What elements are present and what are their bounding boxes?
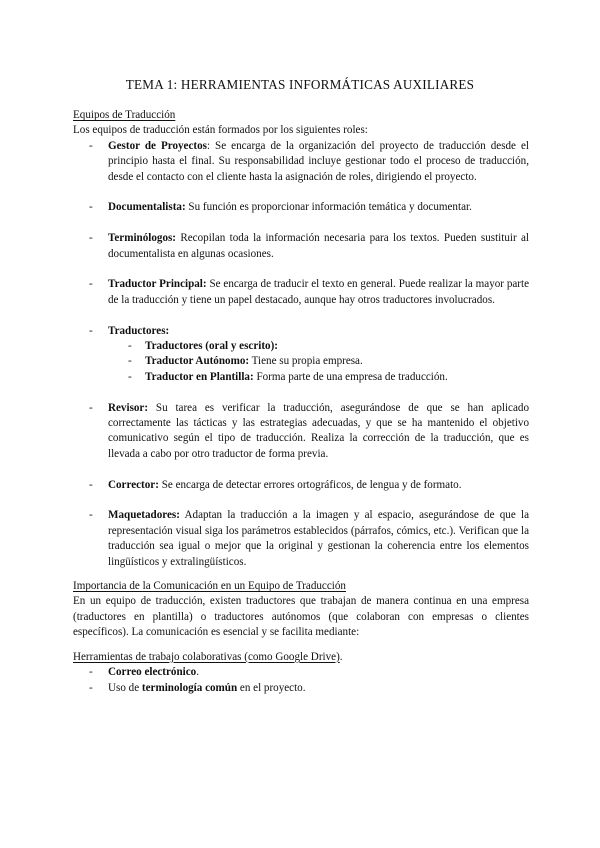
subrole-term: Traductores (oral y escrito): bbox=[145, 340, 278, 353]
tool-description: en el proyecto. bbox=[237, 681, 306, 694]
role-item-traductor-principal bbox=[73, 277, 529, 308]
tool-item-terminologia bbox=[73, 681, 529, 696]
role-item-traductores bbox=[73, 324, 529, 339]
heading-suffix: . bbox=[339, 650, 343, 663]
role-term: Terminólogos: bbox=[108, 232, 177, 245]
role-item-corrector bbox=[73, 478, 529, 493]
role-description: Su función es proporcionar información temática y documentar. bbox=[185, 201, 472, 214]
role-item-documentalista bbox=[73, 200, 529, 215]
subrole-item-autonomo bbox=[73, 354, 529, 369]
subrole-term: Traductor Autónomo: bbox=[145, 355, 250, 368]
subrole-item-plantilla bbox=[73, 370, 529, 385]
role-item-gestor bbox=[73, 139, 529, 185]
section-paragraph-comunicacion: En un equipo de traducción, existen traductores que trabajan de manera continua en una empresa (traductores en plantilla) o traductores autónomos (que colaboran con empresas o clientes específicos). La comunicación es esencial y se facilita mediante: bbox=[73, 595, 529, 639]
role-description: Recopilan toda la información necesaria para los textos. Pueden sustituir al documentalista en algunas ocasiones. bbox=[108, 232, 529, 260]
subrole-term: Traductor en Plantilla: bbox=[145, 370, 254, 383]
subrole-item-oral-escrito bbox=[73, 339, 529, 354]
section-heading-herramientas-row bbox=[73, 650, 529, 665]
bullet-dash: - bbox=[89, 201, 93, 214]
subrole-description: Forma parte de una empresa de traducción. bbox=[253, 370, 448, 383]
tool-prefix: Uso de bbox=[108, 681, 142, 694]
bullet-dash: - bbox=[89, 324, 93, 337]
role-item-maquetadores bbox=[73, 508, 529, 570]
role-term: Gestor de Proyectos bbox=[108, 139, 207, 152]
role-term: Revisor: bbox=[108, 401, 149, 414]
section-intro: Los equipos de traducción están formados por los siguientes roles: bbox=[73, 124, 368, 137]
role-description: Se encarga de detectar errores ortográficos, de lengua y de formato. bbox=[158, 478, 462, 491]
bullet-dash: - bbox=[89, 681, 93, 694]
bullet-dash: - bbox=[89, 666, 93, 679]
role-term: Corrector: bbox=[108, 478, 159, 491]
tool-term: Correo electrónico bbox=[108, 666, 197, 679]
bullet-dash: - bbox=[128, 340, 132, 353]
tool-item-correo bbox=[73, 665, 529, 680]
role-term: Traductor Principal: bbox=[108, 278, 207, 291]
subrole-description: Tiene su propia empresa. bbox=[249, 355, 363, 368]
bullet-dash: - bbox=[89, 401, 93, 414]
section-heading-equipos: Equipos de Traducción bbox=[73, 109, 176, 121]
bullet-dash: - bbox=[89, 139, 93, 152]
bullet-dash: - bbox=[128, 355, 132, 368]
role-description: Se encarga de traducir el texto en general. Puede realizar la mayor parte de la traducción y tiene un papel destacado, aunque hay otros traductores involucrados. bbox=[108, 278, 530, 306]
role-description: : Se encarga de la organización del proyecto de traducción desde el principio hasta el final. Su responsabilidad incluye gestionar todo el proceso de traducción, desde el contacto con el cliente hasta la asignación de roles, dirigiendo el proyecto. bbox=[108, 139, 529, 183]
document-title: TEMA 1: HERRAMIENTAS INFORMÁTICAS AUXILIARES bbox=[125, 77, 475, 92]
role-term: Documentalista: bbox=[108, 201, 186, 214]
bullet-dash: - bbox=[89, 232, 93, 245]
role-item-revisor bbox=[73, 401, 529, 463]
bullet-dash: - bbox=[128, 370, 132, 383]
tool-description: . bbox=[196, 666, 199, 679]
role-term: Maquetadores: bbox=[108, 509, 180, 522]
section-heading-herramientas: Herramientas de trabajo colaborativas (como Google Drive) bbox=[73, 650, 340, 663]
role-term: Traductores: bbox=[108, 324, 170, 337]
tool-term: terminología común bbox=[141, 681, 238, 694]
bullet-dash: - bbox=[89, 478, 93, 491]
role-description: Adaptan la traducción a la imagen y al espacio, asegurándose de que la representación visual siga los parámetros establecidos (párrafos, cómics, etc.). Verifican que la traducción sea igual o mejor que la original y gestionan la coherencia entre los elementos lingüísticos y extralingüísticos. bbox=[108, 509, 529, 568]
document-body bbox=[73, 108, 529, 696]
role-item-terminologos bbox=[73, 231, 529, 262]
section-heading-comunicacion: Importancia de la Comunicación en un Equipo de Traducción bbox=[73, 580, 346, 593]
role-description: Su tarea es verificar la traducción, asegurándose de que se han aplicado correctamente las tácticas y las estrategias adecuadas, y que se ha mantenido el objetivo comunicativo según el tipo de traducción. Realiza la corrección de la traducción, que es llevada a cabo por otro traductor de forma previa. bbox=[108, 401, 529, 460]
bullet-dash: - bbox=[89, 278, 93, 291]
bullet-dash: - bbox=[89, 509, 93, 522]
